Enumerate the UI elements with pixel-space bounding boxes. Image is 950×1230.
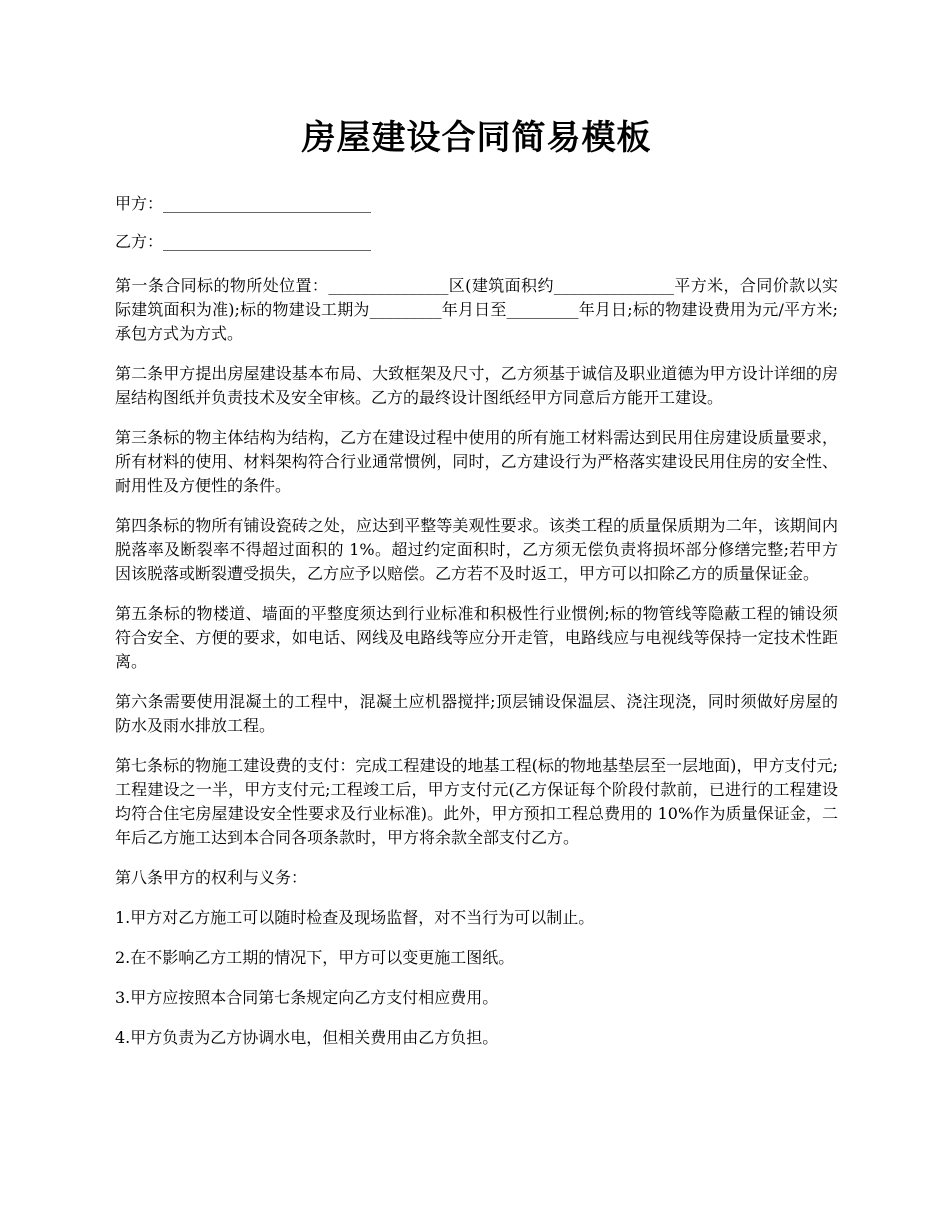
clause-1: 第一条合同标的物所处位置：_______________区(建筑面积约_______________平方米，合同价款以实际建筑面积为准);标的物建设工期为_________年月日至_________年月日;标的物建设费用为元/平方米;承包方式为方式。	[115, 276, 838, 343]
clause-8-item-2: 2.在不影响乙方工期的情况下，甲方可以变更施工图纸。	[115, 948, 515, 967]
clause-4: 第四条标的物所有铺设瓷砖之处，应达到平整等美观性要求。该类工程的质量保质期为二年，该期间内脱落率及断裂率不得超过面积的 1%。超过约定面积时，乙方须无偿负责将损坏部分修缮完整;若甲方因该脱落或断裂遭受损失，乙方应予以赔偿。乙方若不及时返工，甲方可以扣除乙方的质量保证金。	[115, 516, 838, 583]
clause-8-heading: 第八条甲方的权利与义务：	[115, 868, 308, 887]
clause-5: 第五条标的物楼道、墙面的平整度须达到行业标准和积极性行业惯例;标的物管线等隐蔽工程的铺设须符合安全、方便的要求，如电话、网线及电路线等应分开走管，电路线应与电视线等保持一定技术性距离。	[115, 604, 838, 671]
clause-7: 第七条标的物施工建设费的支付：完成工程建设的地基工程(标的物地基垫层至一层地面)，甲方支付元;工程建设之一半，甲方支付元;工程竣工后，甲方支付元(乙方保证每个阶段付款前，已进行的工程建设均符合住宅房屋建设安全性要求及行业标准)。此外，甲方预扣工程总费用的 10%作为质量保证金，二年后乙方施工达到本合同各项条款时，甲方将余款全部支付乙方。	[115, 756, 838, 847]
party-b-line: 乙方：__________________________	[115, 232, 372, 251]
party-a-line: 甲方：__________________________	[115, 194, 372, 213]
clause-8-item-4: 4.甲方负责为乙方协调水电，但相关费用由乙方负担。	[115, 1028, 499, 1047]
clause-8-item-1: 1.甲方对乙方施工可以随时检查及现场监督，对不当行为可以制止。	[115, 908, 595, 927]
clause-6: 第六条需要使用混凝土的工程中，混凝土应机器搅拌;顶层铺设保温层、浇注现浇，同时须做好房屋的防水及雨水排放工程。	[115, 692, 838, 735]
clause-2: 第二条甲方提出房屋建设基本布局、大致框架及尺寸，乙方须基于诚信及职业道德为甲方设计详细的房屋结构图纸并负责技术及安全审核。乙方的最终设计图纸经甲方同意后方能开工建设。	[115, 364, 838, 407]
document-title: 房屋建设合同简易模板	[301, 118, 652, 158]
clause-8-item-3: 3.甲方应按照本合同第七条规定向乙方支付相应费用。	[115, 988, 499, 1007]
clause-3: 第三条标的物主体结构为结构，乙方在建设过程中使用的所有施工材料需达到民用住房建设质量要求，所有材料的使用、材料架构符合行业通常惯例，同时，乙方建设行为严格落实建设民用住房的安全性、耐用性及方便性的条件。	[115, 428, 838, 495]
